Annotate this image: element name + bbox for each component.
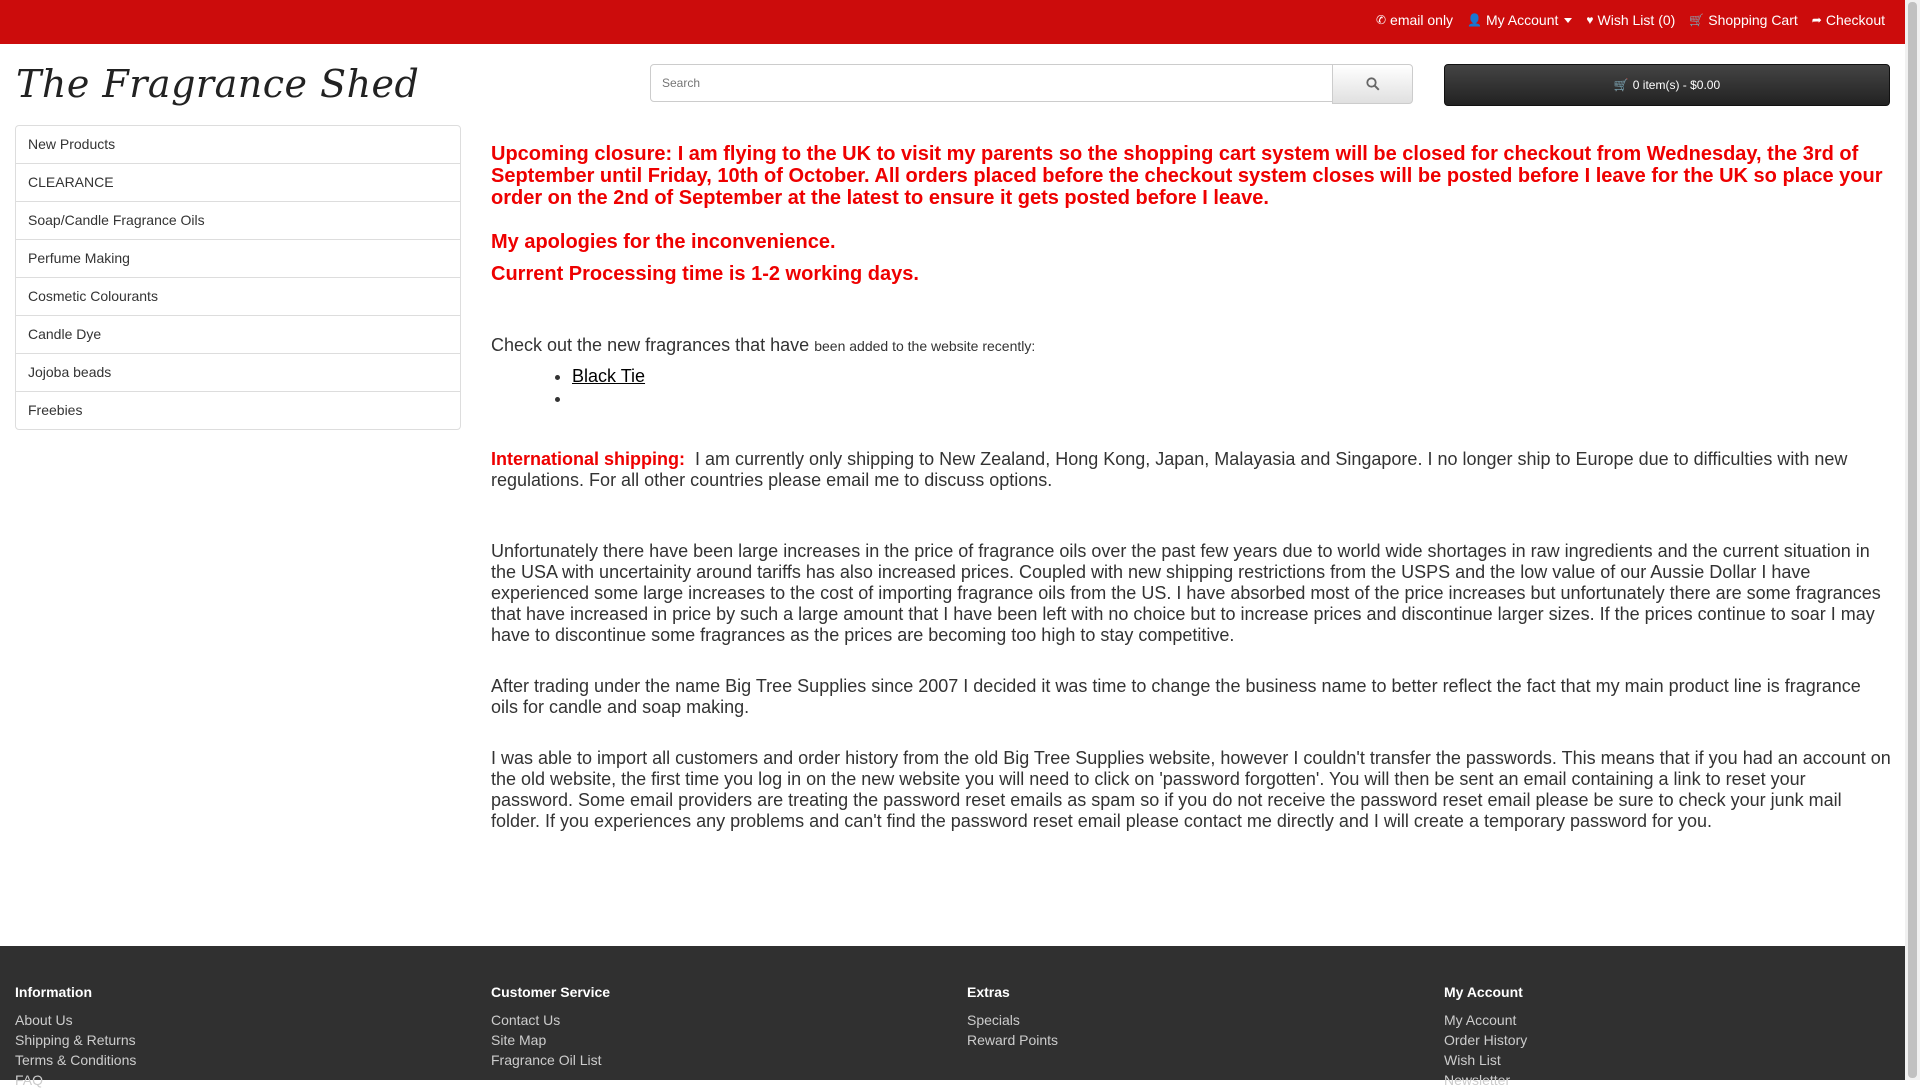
page-scrollbar[interactable] — [1905, 0, 1920, 1080]
closure-notice: Upcoming closure: I am flying to the UK to visit my parents so the shopping cart system will be closed for checkout from Wednesday, the 3rd of September until Friday, 10th of October. All orders placed before the checkout system closes will be posted before I leave for the UK so place your order on the 2nd of September at the latest to ensure it gets posted before I leave. — [491, 143, 1883, 209]
user-icon: 👤 — [1467, 13, 1483, 27]
footer-information — [15, 984, 136, 1090]
apology-text: My apologies for the inconvenience. — [491, 231, 836, 253]
footer-extras — [967, 984, 1058, 1050]
new-fragrances-list — [491, 365, 1891, 409]
sidebar-item-candle-dye[interactable]: Candle Dye — [16, 315, 460, 353]
international-shipping-label: International shipping: — [491, 449, 685, 469]
footer-link-newsletter[interactable]: Newsletter — [1444, 1072, 1511, 1088]
business-name-paragraph: After trading under the name Big Tree Supplies since 2007 I decided it was time to change the business name to better reflect the fact that my main product line is fragrance oils for candle and soap making. — [491, 676, 1861, 717]
footer-link-wish-list[interactable]: Wish List — [1444, 1052, 1501, 1068]
new-fragrances-intro — [491, 335, 1891, 357]
wish-list-label: Wish List (0) — [1597, 12, 1676, 28]
cart-icon: 🛒 — [1613, 78, 1629, 92]
chevron-down-icon — [1564, 18, 1572, 23]
footer-heading-extras: Extras — [967, 984, 1010, 1000]
checkout-label: Checkout — [1825, 12, 1885, 28]
shopping-cart-link[interactable] — [1689, 12, 1797, 28]
site-logo[interactable]: The Fragrance Shed — [16, 62, 420, 106]
footer-link-site-map[interactable]: Site Map — [491, 1032, 547, 1048]
my-account-dropdown[interactable] — [1467, 12, 1572, 28]
sidebar-item-jojoba-beads[interactable]: Jojoba beads — [16, 353, 460, 391]
footer-customer-service — [491, 984, 610, 1070]
footer-my-account — [1444, 984, 1527, 1090]
footer-heading-customer-service: Customer Service — [491, 984, 611, 1000]
phone-icon: ✆ — [1375, 13, 1387, 27]
fragrance-link-black-tie[interactable]: Black Tie — [572, 366, 646, 386]
footer-link-specials[interactable]: Specials — [967, 1012, 1020, 1028]
international-shipping-text: I am currently only shipping to New Zealand, Hong Kong, Japan, Malayasia and Singapore. I no longer ship to Europe due to difficulties with new regulations. For all other countries please email me to discuss options. — [491, 449, 1848, 490]
cart-icon: 🛒 — [1689, 13, 1705, 27]
footer-link-order-history[interactable]: Order History — [1444, 1032, 1528, 1048]
footer-link-terms[interactable]: Terms & Conditions — [15, 1052, 137, 1068]
my-account-label: My Account — [1486, 12, 1559, 28]
footer-link-my-account[interactable]: My Account — [1444, 1012, 1517, 1028]
cart-total-label: 0 item(s) - $0.00 — [1632, 78, 1721, 92]
scrollbar-thumb[interactable] — [1908, 2, 1917, 1078]
list-item — [572, 387, 1891, 409]
checkout-link[interactable] — [1812, 12, 1885, 28]
footer — [0, 946, 1905, 1088]
shopping-cart-label: Shopping Cart — [1708, 12, 1798, 28]
international-shipping — [491, 449, 1891, 491]
category-sidebar — [15, 125, 461, 430]
sidebar-item-perfume-making[interactable]: Perfume Making — [16, 239, 460, 277]
footer-link-about-us[interactable]: About Us — [15, 1012, 73, 1028]
price-increase-paragraph: Unfortunately there have been large increases in the price of fragrance oils over the past few years due to world wide shortages in raw ingredients and the current situation in the USA with uncertainity around tariffs has also increased prices. Coupled with new shipping restrictions from the USPS and the low value of our Aussie Dollar I have experienced some large increases to the cost of importing fragrance oils from the US. I have absorbed most of the price increases but unfortunately there are some fragrances that have increased in price by such a large amount that I have been left with no choice but to increase prices and discontinue larger sizes. If the prices continue to soar I may have to discontinue some fragrances as the prices are becoming too high to stay competitive. — [491, 541, 1881, 645]
cart-total-button[interactable] — [1444, 64, 1890, 106]
footer-heading-information: Information — [15, 984, 92, 1000]
processing-time: Current Processing time is 1-2 working days. — [491, 263, 919, 285]
footer-link-reward-points[interactable]: Reward Points — [967, 1032, 1059, 1048]
search-input[interactable] — [650, 64, 1333, 102]
email-only-link[interactable] — [1376, 12, 1453, 28]
sidebar-item-new-products[interactable]: New Products — [28, 136, 116, 152]
sidebar-item-cosmetic-colourants[interactable]: Cosmetic Colourants — [16, 277, 460, 315]
top-bar — [0, 0, 1905, 44]
footer-heading-my-account: My Account — [1444, 984, 1523, 1000]
footer-link-fragrance-oil-list[interactable]: Fragrance Oil List — [491, 1052, 602, 1068]
top-links — [1362, 0, 1885, 40]
search-icon — [1366, 77, 1380, 91]
wish-list-link[interactable] — [1586, 12, 1675, 28]
new-fragrances-intro-text: Check out the new fragrances that have — [491, 335, 810, 355]
footer-link-faq[interactable]: FAQ — [15, 1072, 44, 1088]
list-item — [572, 365, 1891, 387]
sidebar-item-fragrance-oils[interactable]: Soap/Candle Fragrance Oils — [16, 201, 460, 239]
new-fragrances-intro-small: been added to the website recently: — [814, 338, 1036, 354]
sidebar-item-freebies[interactable]: Freebies — [16, 391, 460, 429]
main-content — [491, 143, 1891, 832]
email-only-label: email only — [1390, 12, 1454, 28]
sidebar-item-clearance[interactable]: CLEARANCE — [16, 163, 460, 201]
share-icon: ➦ — [1811, 13, 1822, 27]
footer-link-contact-us[interactable]: Contact Us — [491, 1012, 561, 1028]
password-reset-paragraph: I was able to import all customers and order history from the old Big Tree Supplies website, however I couldn't transfer the passwords. This means that if you had an account on the old website, the first time you log in on the new website you will need to click on 'password forgotten'. You will then be sent an email containing a link to reset your password. Some email providers are treating the password reset emails as spam so if you do not receive the password reset email please be sure to check your junk mail folder. If you experiences any problems and can't find the password reset email please contact me directly and I will create a temporary password for you. — [491, 748, 1891, 831]
heart-icon: ♥ — [1586, 13, 1594, 27]
footer-link-shipping-returns[interactable]: Shipping & Returns — [15, 1032, 136, 1048]
search-button[interactable] — [1332, 64, 1413, 104]
